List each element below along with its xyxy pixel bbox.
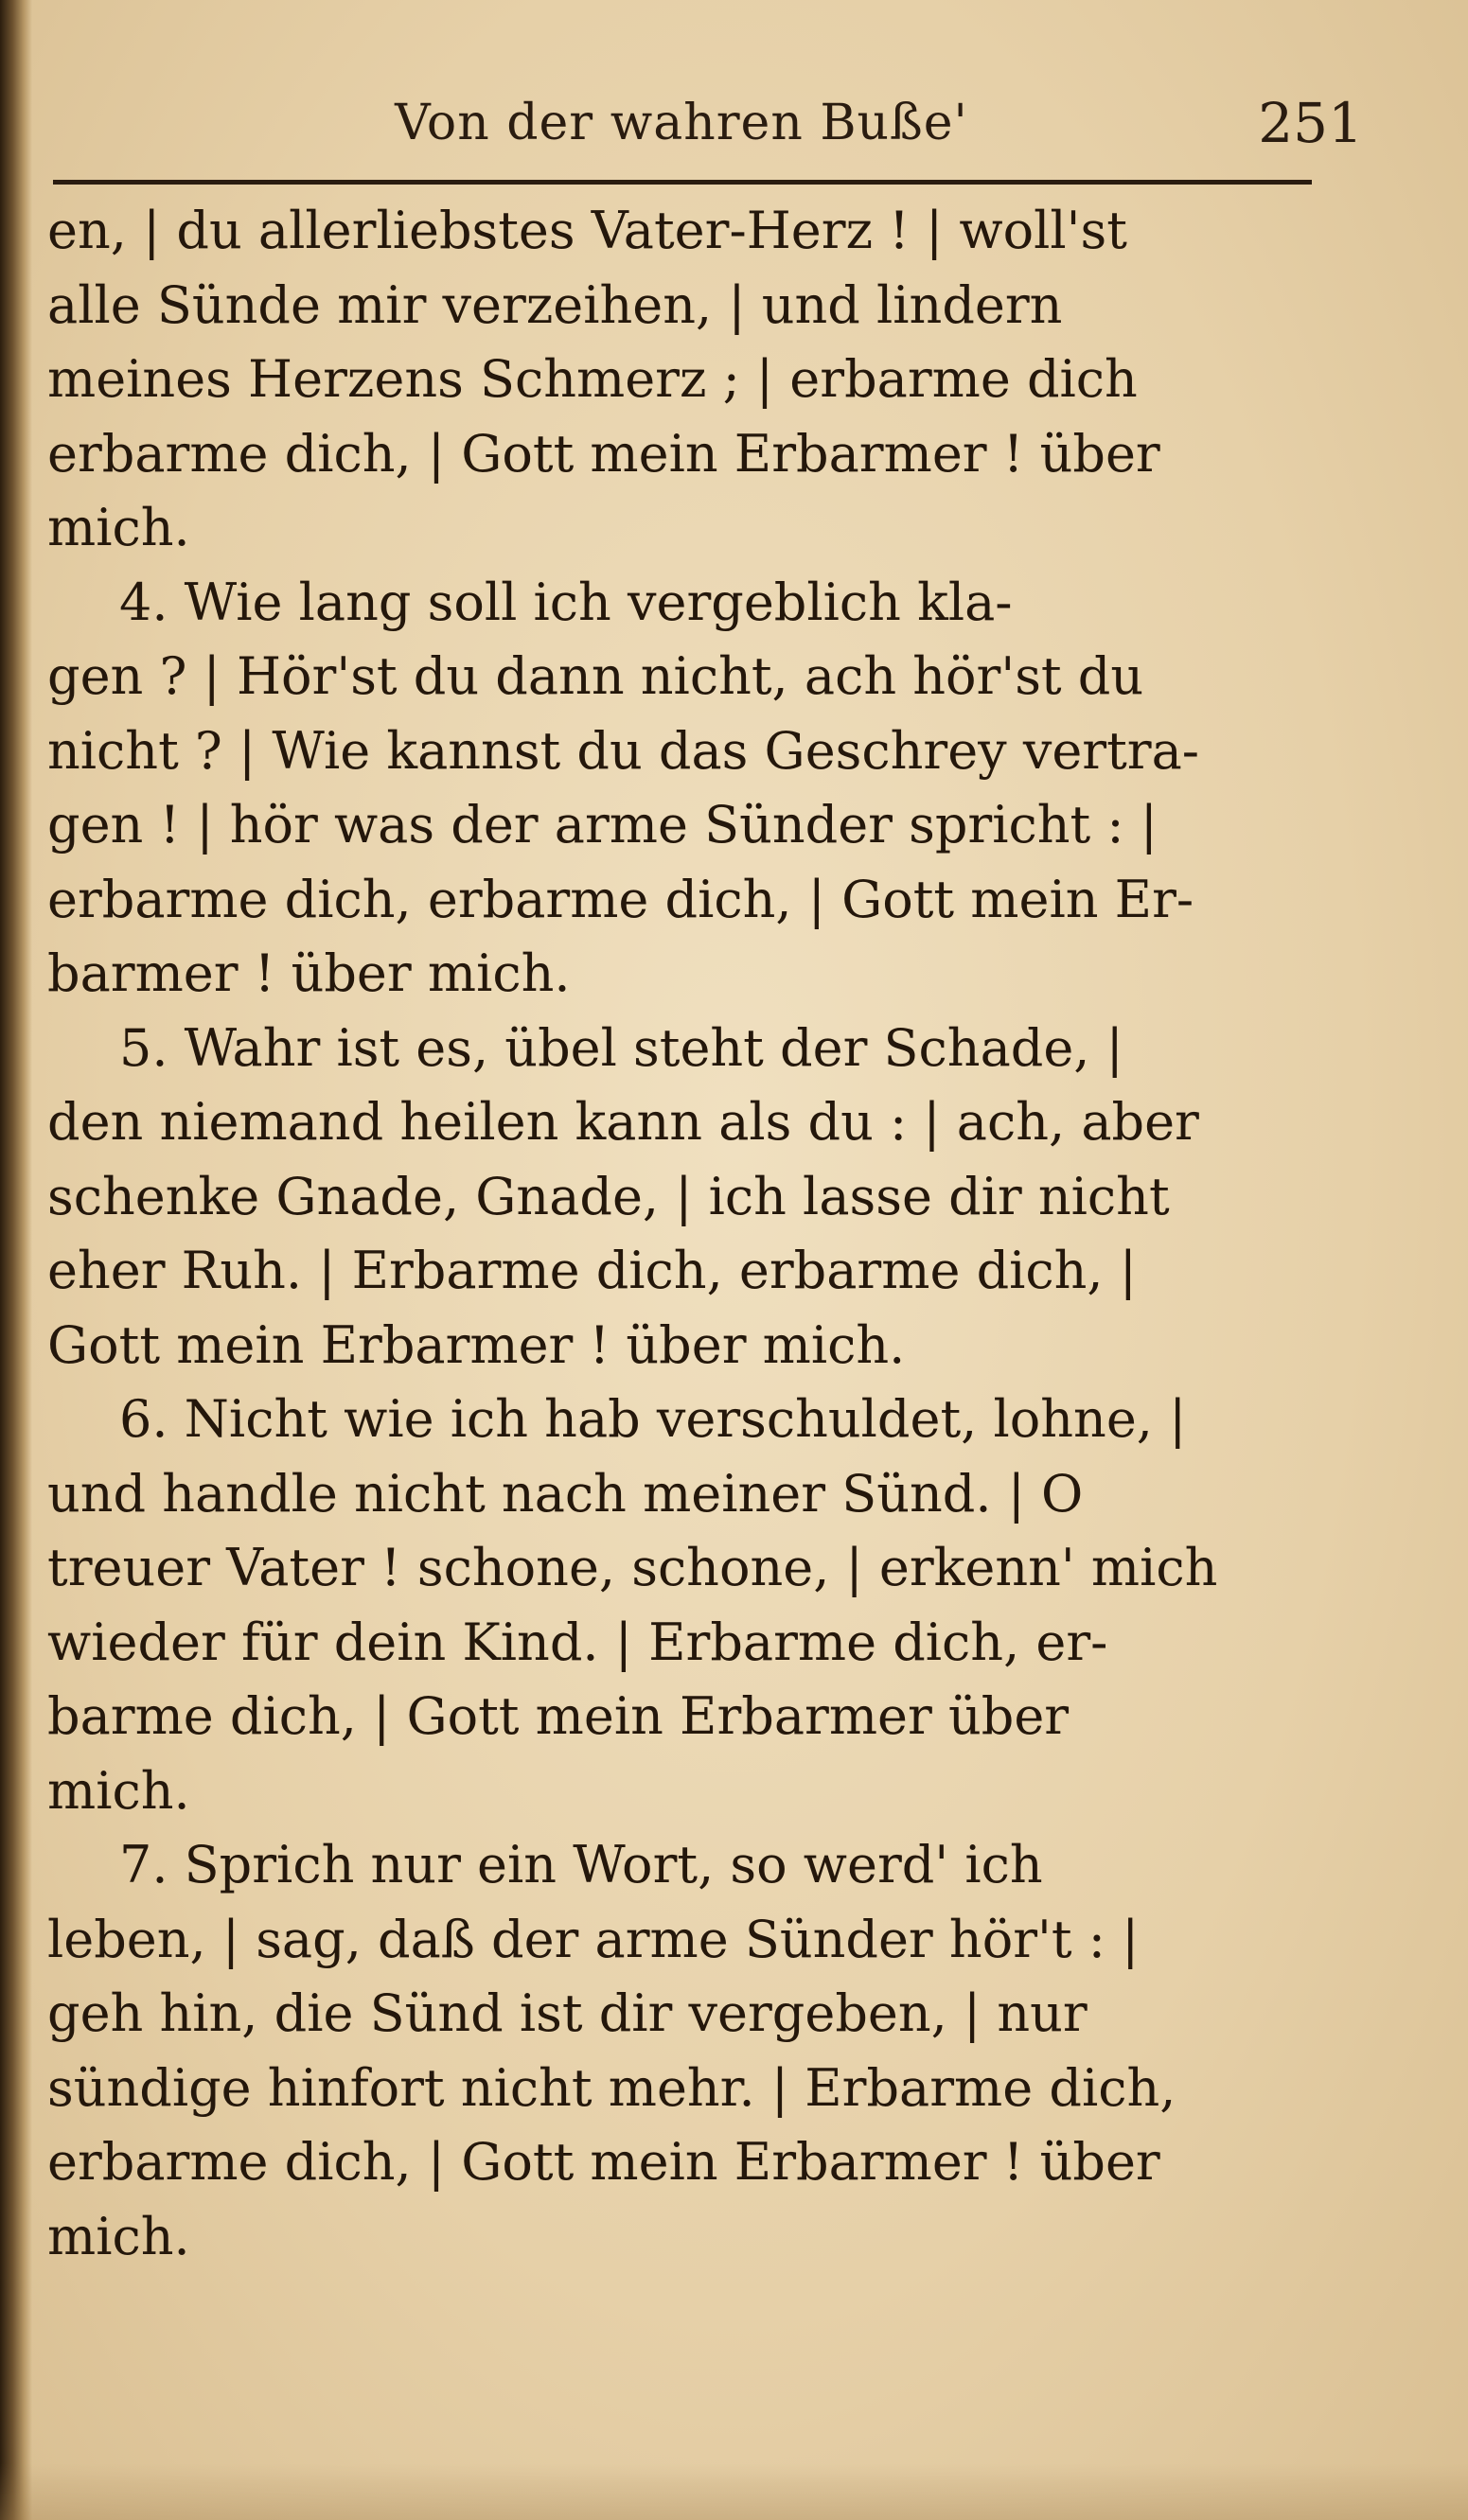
running-title: Von der wahren Buße' xyxy=(395,95,968,151)
page-gutter-shadow xyxy=(0,0,32,2520)
text-line: gen ? | Hör'st du dann nicht, ach hör'st du xyxy=(47,646,1144,706)
verse-4-start: 4. Wie lang soll ich vergeblich kla- xyxy=(119,572,1013,632)
header-rule xyxy=(53,180,1312,185)
verse-7-start: 7. Sprich nur ein Wort, so werd' ich xyxy=(119,1835,1043,1894)
text-line: mich. xyxy=(47,2206,190,2266)
page-header xyxy=(57,66,1363,170)
page-bottom-shade xyxy=(0,2463,1468,2520)
text-line: geh hin, die Sünd ist dir vergeben, | nur xyxy=(47,1983,1088,2043)
text-line: eher Ruh. | Erbarme dich, erbarme dich, | xyxy=(47,1241,1137,1300)
text-line: barmer ! über mich. xyxy=(47,943,571,1003)
text-line: barme dich, | Gott mein Erbarmer über xyxy=(47,1686,1070,1746)
verse-6-start: 6. Nicht wie ich hab verschuldet, lohne, | xyxy=(119,1389,1187,1449)
verse-5-start: 5. Wahr ist es, übel steht der Schade, | xyxy=(119,1017,1123,1078)
text-line: en, | du allerliebstes Vater-Herz ! | woll'st xyxy=(47,201,1127,260)
text-line: sündige hinfort nicht mehr. | Erbarme dich, xyxy=(47,2057,1176,2118)
text-line: Gott mein Erbarmer ! über mich. xyxy=(47,1314,906,1375)
text-line: wieder für dein Kind. | Erbarme dich, er- xyxy=(47,1612,1108,1672)
text-line: mich. xyxy=(47,498,190,557)
text-line: meines Herzens Schmerz ; | erbarme dich xyxy=(47,349,1138,409)
text-line: erbarme dich, erbarme dich, | Gott mein Er- xyxy=(47,869,1194,929)
text-line: treuer Vater ! schone, schone, | erkenn' mich xyxy=(47,1538,1218,1597)
text-line: erbarme dich, | Gott mein Erbarmer ! über xyxy=(47,2132,1160,2192)
text-line: und handle nicht nach meiner Sünd. | O xyxy=(47,1463,1084,1524)
text-line: alle Sünde mir verzeihen, | und lindern xyxy=(47,274,1063,335)
text-line: mich. xyxy=(47,1760,190,1821)
text-line: schenke Gnade, Gnade, | ich lasse dir nicht xyxy=(47,1166,1170,1226)
text-line: den niemand heilen kann als du : | ach, aber xyxy=(47,1092,1199,1152)
page-number: 251 xyxy=(1258,91,1363,155)
text-line: erbarme dich, | Gott mein Erbarmer ! über xyxy=(47,423,1160,484)
text-line: nicht ? | Wie kannst du das Geschrey vertra- xyxy=(47,720,1200,781)
hymn-text xyxy=(47,194,1372,2274)
text-line: gen ! | hör was der arme Sünder spricht : | xyxy=(47,795,1158,855)
text-line: leben, | sag, daß der arme Sünder hör't : | xyxy=(47,1909,1140,1969)
